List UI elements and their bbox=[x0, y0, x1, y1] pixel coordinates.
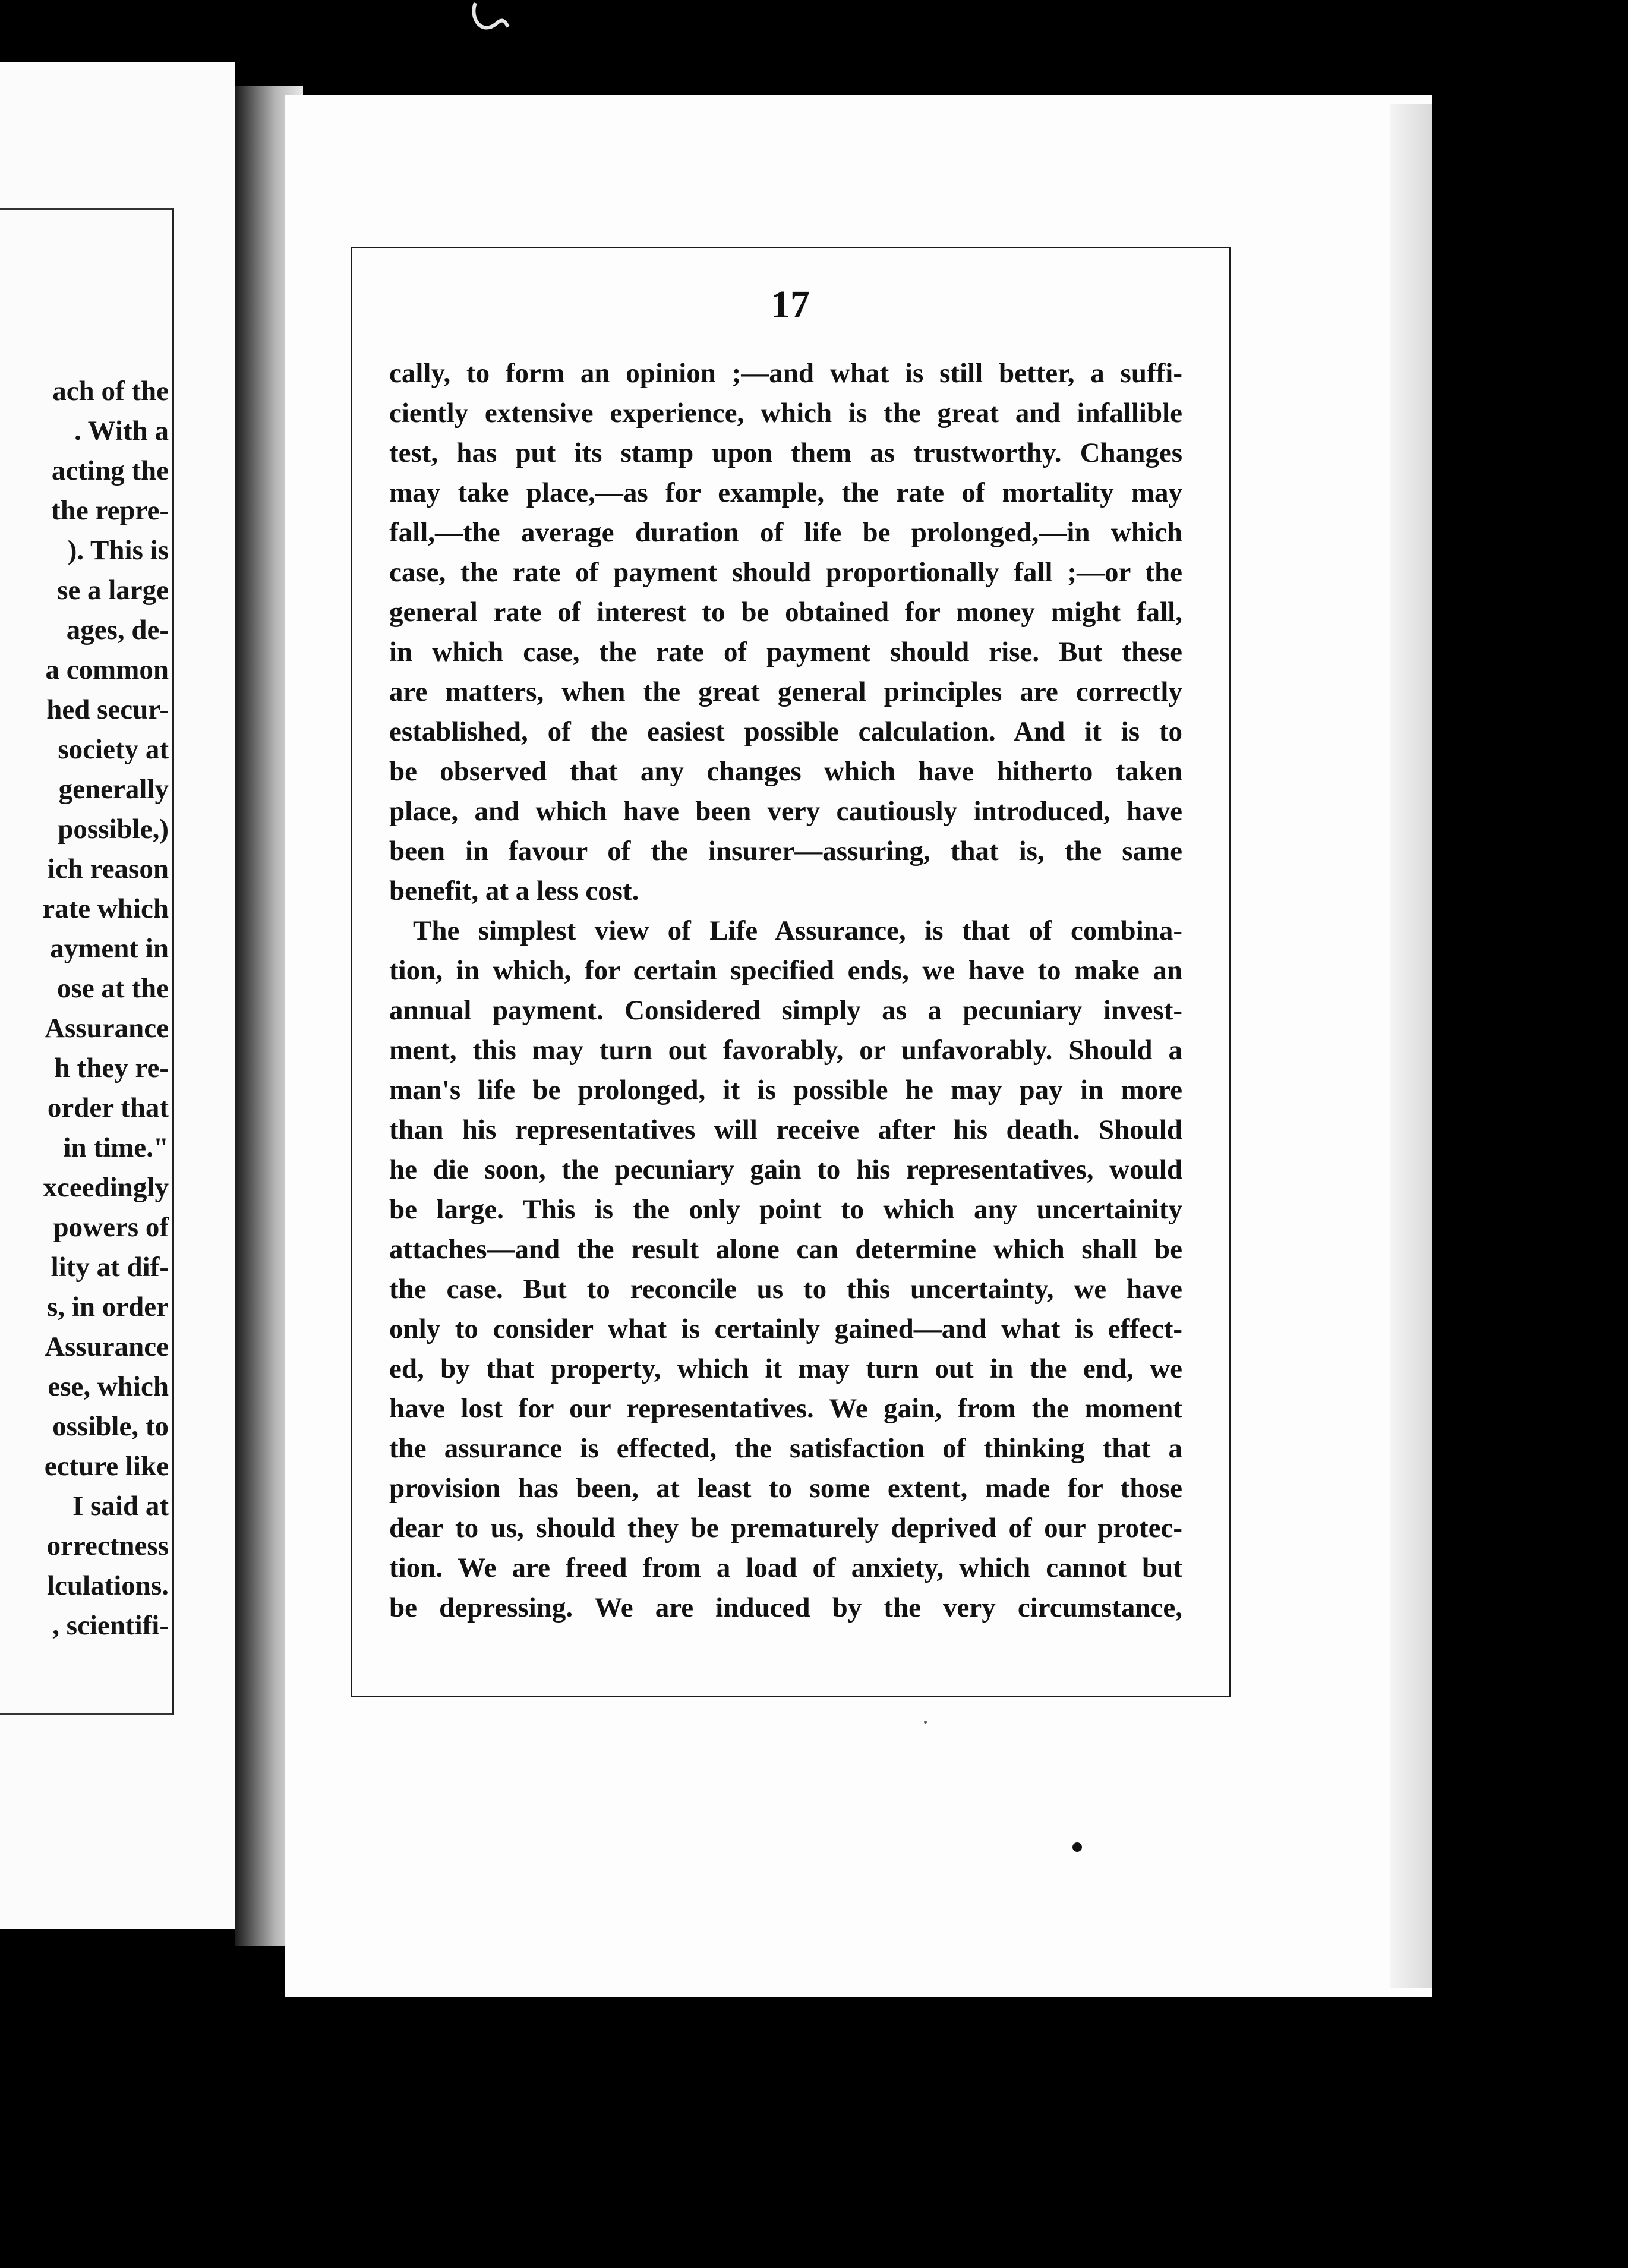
previous-page-line: the repre- bbox=[51, 495, 169, 526]
text-line: in which case, the rate of payment should rise. But these bbox=[389, 637, 1182, 667]
previous-page-line: s, in order bbox=[47, 1292, 169, 1322]
previous-page-line: ). This is bbox=[67, 535, 169, 566]
text-line: established, of the easiest possible calculation. And it is to bbox=[389, 716, 1182, 747]
page-edge bbox=[1390, 104, 1432, 1988]
text-line: ment, this may turn out favorably, or unfavorably. Should a bbox=[389, 1035, 1182, 1066]
previous-page-line: xceedingly bbox=[43, 1172, 169, 1203]
text-line: the case. But to reconcile us to this uncertainty, we have bbox=[389, 1274, 1182, 1305]
previous-page-line: Assurance bbox=[45, 1331, 169, 1362]
text-line: are matters, when the great general principles are correctly bbox=[389, 676, 1182, 707]
previous-page-line: ich reason bbox=[47, 853, 169, 884]
previous-page-line: lity at dif- bbox=[51, 1252, 169, 1283]
previous-page-line: powers of bbox=[53, 1212, 169, 1243]
text-line: fall,—the average duration of life be prolonged,—in which bbox=[389, 517, 1182, 548]
page-number: 17 bbox=[771, 283, 810, 326]
previous-page-line: a common bbox=[45, 654, 169, 685]
text-line: annual payment. Considered simply as a pecuniary invest- bbox=[389, 995, 1182, 1026]
previous-page-line: ach of the bbox=[52, 376, 169, 407]
previous-page-line: ecture like bbox=[44, 1451, 169, 1482]
text-line: ciently extensive experience, which is the great and infallible bbox=[389, 398, 1182, 429]
previous-page-line: h they re- bbox=[54, 1053, 169, 1083]
text-line: provision has been, at least to some extent, made for those bbox=[389, 1473, 1182, 1504]
previous-page-line: Assurance bbox=[45, 1013, 169, 1044]
previous-page-line: ayment in bbox=[50, 933, 169, 964]
text-line: tion. We are freed from a load of anxiety, which cannot but bbox=[389, 1552, 1182, 1583]
text-line: may take place,—as for example, the rate of mortality may bbox=[389, 477, 1182, 508]
text-line: have lost for our representatives. We gain, from the moment bbox=[389, 1393, 1182, 1424]
previous-page-line: se a large bbox=[57, 575, 169, 606]
text-line: been in favour of the insurer—assuring, that is, the same bbox=[389, 836, 1182, 867]
text-line: be depressing. We are induced by the very circumstance, bbox=[389, 1592, 1182, 1623]
text-line: ed, by that property, which it may turn out in the end, we bbox=[389, 1353, 1182, 1384]
text-line: be observed that any changes which have hitherto taken bbox=[389, 756, 1182, 787]
page-body-text bbox=[389, 354, 1182, 1628]
previous-page-line: order that bbox=[47, 1092, 169, 1123]
text-line: case, the rate of payment should proportionally fall ;—or the bbox=[389, 557, 1182, 588]
text-line: test, has put its stamp upon them as trustworthy. Changes bbox=[389, 437, 1182, 468]
text-line: than his representatives will receive after his death. Should bbox=[389, 1114, 1182, 1145]
previous-page-line: lculations. bbox=[46, 1570, 169, 1601]
previous-page-line: hed secur- bbox=[46, 694, 169, 725]
text-line: the assurance is effected, the satisfaction of thinking that a bbox=[389, 1433, 1182, 1464]
text-line: attaches—and the result alone can determine which shall be bbox=[389, 1234, 1182, 1265]
previous-page-line: , scientifi- bbox=[52, 1610, 169, 1641]
previous-page-line: ese, which bbox=[48, 1371, 169, 1402]
previous-page-line: generally bbox=[58, 774, 169, 805]
scan-speck bbox=[1072, 1842, 1082, 1852]
scan-mark bbox=[452, 0, 517, 42]
text-line: be large. This is the only point to which any uncertainity bbox=[389, 1194, 1182, 1225]
previous-page-line: ages, de- bbox=[66, 615, 169, 645]
previous-page-line: society at bbox=[58, 734, 169, 765]
text-line: general rate of interest to be obtained for money might fall, bbox=[389, 597, 1182, 628]
text-line: man's life be prolonged, it is possible he may pay in more bbox=[389, 1075, 1182, 1105]
text-line: benefit, at a less cost. bbox=[389, 875, 639, 906]
text-line: only to consider what is certainly gained—and what is effect- bbox=[389, 1313, 1182, 1344]
paragraph-start-line: The simplest view of Life Assurance, is that of combina- bbox=[413, 915, 1182, 946]
previous-page-line: rate which bbox=[42, 893, 169, 924]
text-line: he die soon, the pecuniary gain to his representatives, would bbox=[389, 1154, 1182, 1185]
text-line: cally, to form an opinion ;—and what is still better, a suffi- bbox=[389, 358, 1182, 389]
previous-page-line: ose at the bbox=[57, 973, 169, 1004]
previous-page-text bbox=[0, 371, 171, 1646]
text-line: place, and which have been very cautiously introduced, have bbox=[389, 796, 1182, 827]
text-line: tion, in which, for certain specified ends, we have to make an bbox=[389, 955, 1182, 986]
previous-page-line: possible,) bbox=[58, 814, 169, 845]
previous-page-line: acting the bbox=[51, 455, 169, 486]
previous-page bbox=[0, 62, 235, 1929]
previous-page-line: . With a bbox=[74, 415, 169, 446]
previous-page-line: I said at bbox=[72, 1491, 169, 1522]
text-line: dear to us, should they be prematurely deprived of our protec- bbox=[389, 1513, 1182, 1544]
previous-page-line: orrectness bbox=[46, 1530, 169, 1561]
previous-page-line: ossible, to bbox=[52, 1411, 169, 1442]
previous-page-line: in time." bbox=[63, 1132, 169, 1163]
scan-speck bbox=[924, 1721, 927, 1724]
